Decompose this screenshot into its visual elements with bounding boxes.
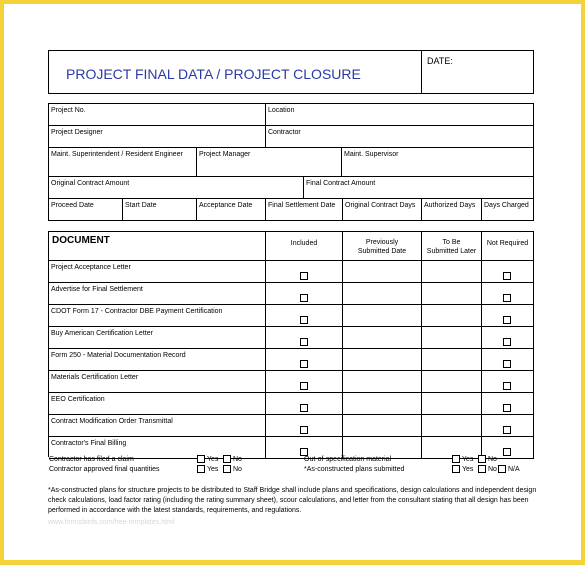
final-settlement-date-field[interactable]: Final Settlement Date (266, 199, 343, 221)
document-row-label: Contractor's Final Billing (49, 437, 266, 459)
approved-no-checkbox[interactable] (223, 465, 231, 473)
not-required-checkbox[interactable] (503, 404, 511, 412)
document-row-not-required-cell (482, 415, 534, 437)
document-row-previously-submitted-cell[interactable] (343, 393, 422, 415)
not-required-checkbox[interactable] (503, 294, 511, 302)
document-row-included-cell (266, 349, 343, 371)
document-row-to-be-submitted-cell[interactable] (422, 283, 482, 305)
included-checkbox[interactable] (300, 426, 308, 434)
document-row-label: EEO Certification (49, 393, 266, 415)
document-row-to-be-submitted-cell[interactable] (422, 327, 482, 349)
not-required-checkbox[interactable] (503, 338, 511, 346)
footnote: *As-constructed plans for structure projects to be distributed to Staff Bridge shall include plans and specifications, design calculations and independent design check calculations, load factor rating (including the rating summary sheet), scour calculations, and letter from the consultant stating that all design has been performed in accordance with the latest standards, requirements, and regulations. (48, 487, 537, 514)
document-row-label: Buy American Certification Letter (49, 327, 266, 349)
as-constructed-question: *As-constructed plans submitted (304, 466, 405, 473)
not-required-checkbox[interactable] (503, 448, 511, 456)
claim-yes-label: Yes (207, 456, 219, 463)
col-not-required: Not Required (482, 232, 534, 261)
document-row-included-cell (266, 261, 343, 283)
document-row-not-required-cell (482, 305, 534, 327)
as-constructed-no-label: No (488, 466, 497, 473)
document-row-not-required-cell (482, 371, 534, 393)
maint-superintendent-field[interactable]: Maint. Superintendent / Resident Engineer (49, 148, 197, 177)
included-checkbox[interactable] (300, 338, 308, 346)
document-row-to-be-submitted-cell[interactable] (422, 393, 482, 415)
start-date-field[interactable]: Start Date (123, 199, 197, 221)
as-constructed-na-label: N/A (508, 466, 520, 473)
out-of-spec-question: Out-of-specification material (304, 456, 392, 463)
document-row-label: Form 250 - Material Documentation Record (49, 349, 266, 371)
included-checkbox[interactable] (300, 272, 308, 280)
document-row-label: Advertise for Final Settlement (49, 283, 266, 305)
original-contract-days-field[interactable]: Original Contract Days (343, 199, 422, 221)
approved-quantities-question: Contractor approved final quantities (49, 466, 160, 473)
document-row-included-cell (266, 327, 343, 349)
out-of-spec-yes-checkbox[interactable] (452, 455, 460, 463)
claim-question: Contractor has filed a claim (49, 456, 134, 463)
out-of-spec-no-label: No (488, 456, 497, 463)
info-table (48, 103, 534, 221)
document-row-previously-submitted-cell[interactable] (343, 327, 422, 349)
not-required-checkbox[interactable] (503, 382, 511, 390)
approved-yes-label: Yes (207, 466, 219, 473)
as-constructed-yes-checkbox[interactable] (452, 465, 460, 473)
col-to-be-submitted: To Be Submitted Later (422, 232, 482, 261)
document-row-label: Project Acceptance Letter (49, 261, 266, 283)
as-constructed-na-checkbox[interactable] (498, 465, 506, 473)
project-no-field[interactable]: Project No. (49, 104, 266, 126)
included-checkbox[interactable] (300, 382, 308, 390)
document-row-previously-submitted-cell[interactable] (343, 349, 422, 371)
not-required-checkbox[interactable] (503, 426, 511, 434)
document-row-label: CDOT Form 17 - Contractor DBE Payment Certification (49, 305, 266, 327)
approved-no-label: No (233, 466, 242, 473)
document-row-previously-submitted-cell[interactable] (343, 283, 422, 305)
document-row-not-required-cell (482, 393, 534, 415)
out-of-spec-yes-label: Yes (462, 456, 474, 463)
location-field[interactable]: Location (266, 104, 534, 126)
date-divider (421, 51, 422, 93)
document-row-to-be-submitted-cell[interactable] (422, 261, 482, 283)
date-label: DATE: (427, 56, 453, 66)
days-charged-field[interactable]: Days Charged (482, 199, 534, 221)
document-row-not-required-cell (482, 261, 534, 283)
document-row-previously-submitted-cell[interactable] (343, 261, 422, 283)
document-row-included-cell (266, 305, 343, 327)
not-required-checkbox[interactable] (503, 272, 511, 280)
claim-yes-checkbox[interactable] (197, 455, 205, 463)
included-checkbox[interactable] (300, 404, 308, 412)
document-row-to-be-submitted-cell[interactable] (422, 415, 482, 437)
project-manager-field[interactable]: Project Manager (197, 148, 342, 177)
col-included: Included (266, 232, 343, 261)
document-row-not-required-cell (482, 283, 534, 305)
maint-supervisor-field[interactable]: Maint. Supervisor (342, 148, 534, 177)
final-contract-amount-field[interactable]: Final Contract Amount (304, 177, 534, 199)
document-row-label: Contract Modification Order Transmittal (49, 415, 266, 437)
authorized-days-field[interactable]: Authorized Days (422, 199, 482, 221)
contractor-field[interactable]: Contractor (266, 126, 534, 148)
included-checkbox[interactable] (300, 294, 308, 302)
original-contract-amount-field[interactable]: Original Contract Amount (49, 177, 304, 199)
form-page (4, 4, 581, 560)
title-box (48, 50, 534, 94)
project-designer-field[interactable]: Project Designer (49, 126, 266, 148)
watermark: www.formsbirds.com/free-templates.html (48, 519, 175, 526)
claim-no-label: No (233, 456, 242, 463)
document-row-included-cell (266, 415, 343, 437)
document-row-to-be-submitted-cell[interactable] (422, 305, 482, 327)
document-row-to-be-submitted-cell[interactable] (422, 371, 482, 393)
proceed-date-field[interactable]: Proceed Date (49, 199, 123, 221)
page-title: PROJECT FINAL DATA / PROJECT CLOSURE (66, 66, 361, 82)
document-row-label: Materials Certification Letter (49, 371, 266, 393)
document-row-not-required-cell (482, 349, 534, 371)
document-row-included-cell (266, 371, 343, 393)
document-heading: DOCUMENT (49, 232, 266, 261)
acceptance-date-field[interactable]: Acceptance Date (197, 199, 266, 221)
included-checkbox[interactable] (300, 316, 308, 324)
document-row-to-be-submitted-cell[interactable] (422, 349, 482, 371)
document-row-previously-submitted-cell[interactable] (343, 305, 422, 327)
document-row-previously-submitted-cell[interactable] (343, 415, 422, 437)
not-required-checkbox[interactable] (503, 316, 511, 324)
document-row-previously-submitted-cell[interactable] (343, 371, 422, 393)
approved-yes-checkbox[interactable] (197, 465, 205, 473)
col-previously-submitted: Previously Submitted Date (343, 232, 422, 261)
document-row-included-cell (266, 393, 343, 415)
document-row-included-cell (266, 283, 343, 305)
out-of-spec-no-checkbox[interactable] (478, 455, 486, 463)
document-row-not-required-cell (482, 327, 534, 349)
not-required-checkbox[interactable] (503, 360, 511, 368)
as-constructed-no-checkbox[interactable] (478, 465, 486, 473)
document-table (48, 231, 534, 457)
as-constructed-yes-label: Yes (462, 466, 474, 473)
included-checkbox[interactable] (300, 360, 308, 368)
claim-no-checkbox[interactable] (223, 455, 231, 463)
